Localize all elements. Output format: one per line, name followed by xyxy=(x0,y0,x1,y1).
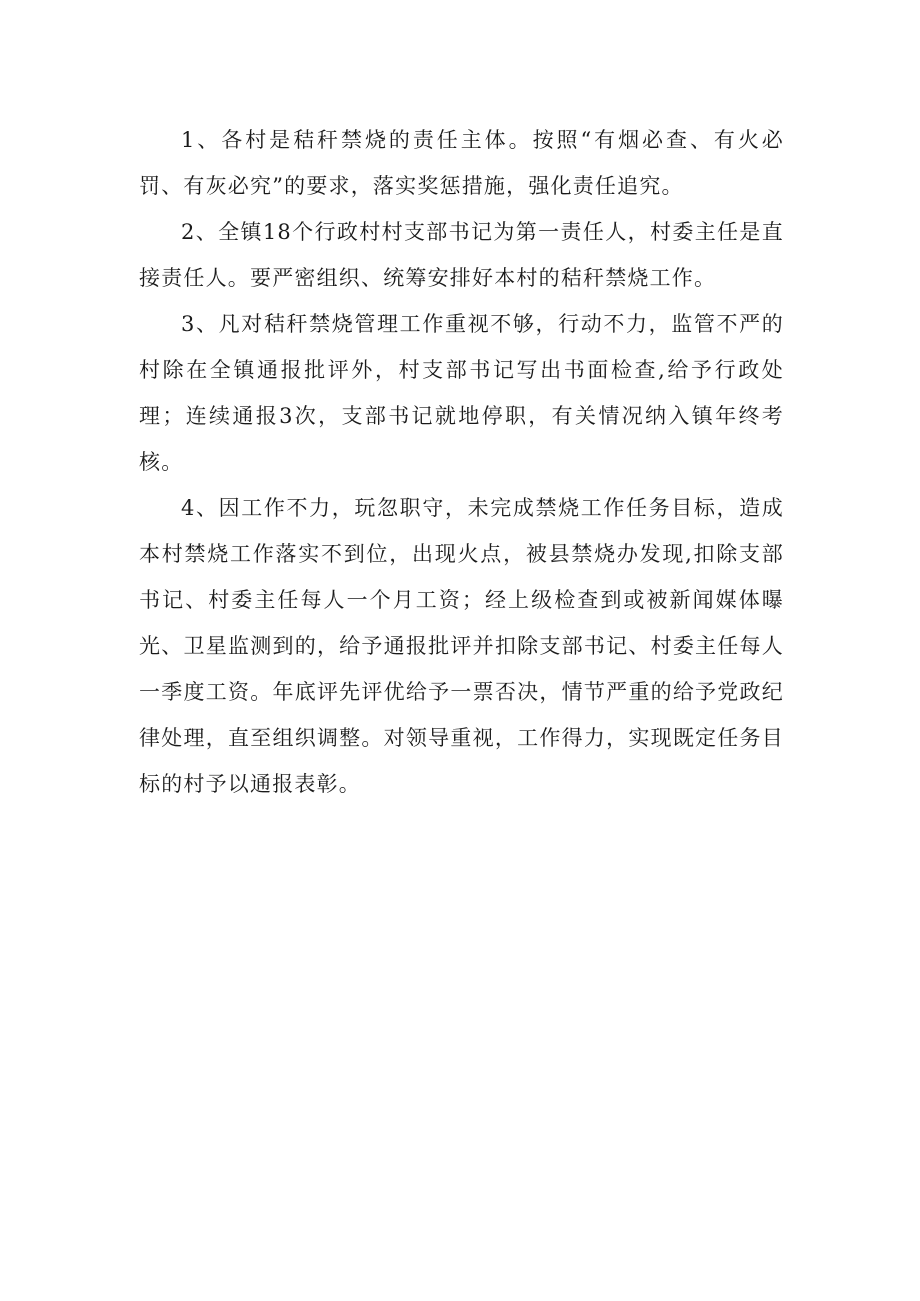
document-body xyxy=(139,117,784,807)
paragraph-4: 4、因工作不力，玩忽职守，未完成禁烧工作任务目标，造成本村禁烧工作落实不到位，出现火点，被县禁烧办发现,扣除支部书记、村委主任每人一个月工资；经上级检查到或被新闻媒体曝光、卫星监测到的，给予通报批评并扣除支部书记、村委主任每人一季度工资。年底评先评优给予一票否决，情节严重的给予党政纪律处理，直至组织调整。对领导重视，工作得力，实现既定任务目标的村予以通报表彰。 xyxy=(139,496,784,796)
paragraph-2: 2、全镇18个行政村村支部书记为第一责任人，村委主任是直接责任人。要严密组织、统筹安排好本村的秸秆禁烧工作。 xyxy=(139,220,784,290)
paragraph-3: 3、凡对秸秆禁烧管理工作重视不够，行动不力，监管不严的村除在全镇通报批评外，村支部书记写出书面检查,给予行政处理；连续通报3次，支部书记就地停职，有关情况纳入镇年终考核。 xyxy=(139,312,784,474)
paragraph-1: 1、各村是秸秆禁烧的责任主体。按照“有烟必查、有火必罚、有灰必究”的要求，落实奖惩措施，强化责任追究。 xyxy=(139,128,784,198)
